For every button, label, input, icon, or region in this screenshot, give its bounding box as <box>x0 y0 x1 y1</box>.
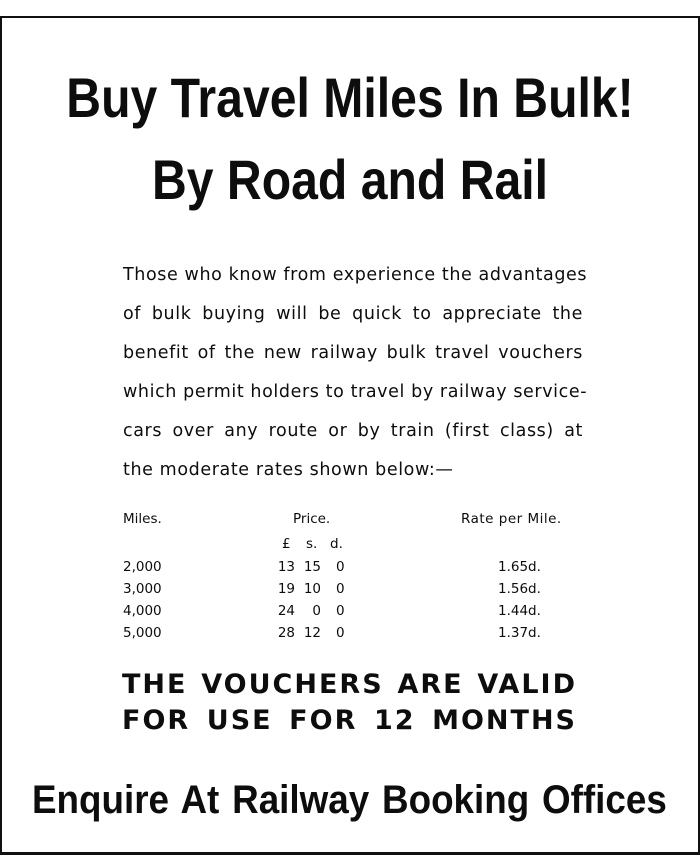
cell-rate: 1.44d. <box>498 603 541 619</box>
body-line: the moderate rates shown below:— <box>123 460 454 480</box>
headline-line-1: Buy Travel Miles In Bulk! <box>66 66 634 129</box>
cell-pence: 0 <box>336 625 345 641</box>
cell-pence: 0 <box>336 603 345 619</box>
cell-miles: 5,000 <box>123 625 162 641</box>
table-row <box>123 625 583 647</box>
footer-enquire: Enquire At Railway Booking Offices <box>32 778 667 822</box>
cell-pence: 0 <box>336 559 345 575</box>
table-header-miles: Miles. <box>123 511 162 527</box>
body-line: Those who know from experience the advantages <box>123 265 588 285</box>
cell-miles: 4,000 <box>123 603 162 619</box>
table-header-price: Price. <box>293 511 331 527</box>
body-paragraph <box>123 256 588 490</box>
cell-shillings: 0 <box>312 603 321 619</box>
body-line: cars over any route or by train (first class) at <box>123 421 583 441</box>
notice-line-2: FOR USE FOR 12 MONTHS <box>122 705 577 736</box>
table-row <box>123 559 583 581</box>
table-row <box>123 603 583 625</box>
headline-line-2: By Road and Rail <box>151 148 549 211</box>
cell-shillings: 15 <box>303 559 321 575</box>
cell-shillings: 12 <box>303 625 321 641</box>
subheader-pence: d. <box>330 536 343 552</box>
cell-pence: 0 <box>336 581 345 597</box>
cell-pounds: 28 <box>277 625 295 641</box>
table-row <box>123 581 583 603</box>
cell-pounds: 13 <box>277 559 295 575</box>
subheader-pounds: £ <box>282 536 291 552</box>
cell-pounds: 24 <box>277 603 295 619</box>
table-header-rate: Rate per Mile. <box>461 511 562 527</box>
cell-rate: 1.56d. <box>498 581 541 597</box>
cell-shillings: 10 <box>303 581 321 597</box>
cell-miles: 2,000 <box>123 559 162 575</box>
subheader-shillings: s. <box>306 536 318 552</box>
body-line: benefit of the new railway bulk travel vouchers <box>123 343 583 363</box>
body-line: which permit holders to travel by railway service- <box>123 382 588 402</box>
border-left <box>0 16 2 852</box>
cell-pounds: 19 <box>277 581 295 597</box>
border-bottom <box>0 852 700 855</box>
table-subheader-lsd <box>282 536 354 552</box>
validity-notice <box>122 667 577 739</box>
cell-miles: 3,000 <box>123 581 162 597</box>
body-line: of bulk buying will be quick to appreciate the <box>123 304 583 324</box>
cell-rate: 1.37d. <box>498 625 541 641</box>
notice-line-1: THE VOUCHERS ARE VALID <box>122 669 577 700</box>
border-top <box>0 16 700 18</box>
cell-rate: 1.65d. <box>498 559 541 575</box>
